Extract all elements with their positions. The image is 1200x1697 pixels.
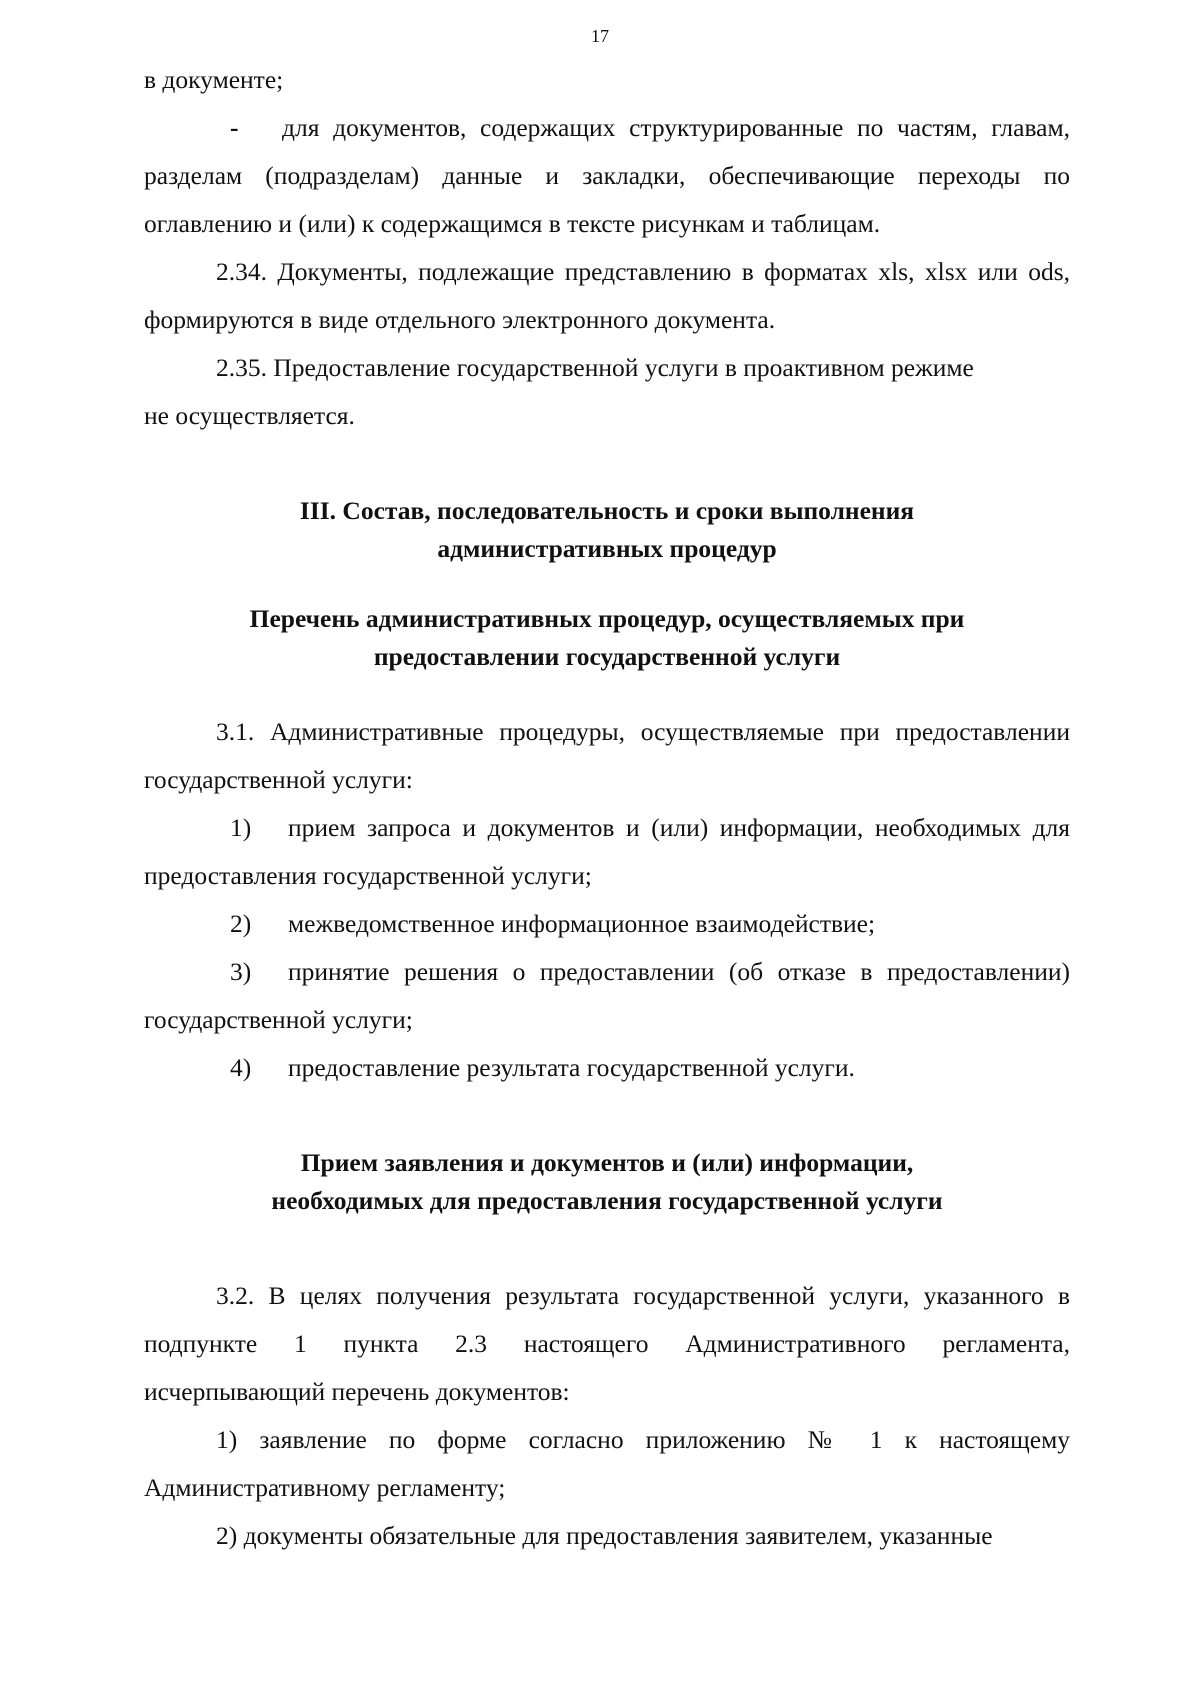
paragraph-3-2-item-2: 2) документы обязательные для предоставления заявителем, указанные: [216, 1521, 993, 1550]
list-item: [144, 804, 1070, 900]
paragraph-continuation: в документе;: [144, 65, 284, 94]
paragraph-2-35-line2: не осуществляется.: [144, 401, 355, 430]
subsection-title-line2: предоставлении государственной услуги: [373, 642, 841, 671]
page-number: 17: [591, 26, 609, 46]
paragraph-3-2-item-1: 1) заявление по форме согласно приложению № 1 к настоящему Административному регламенту;: [144, 1425, 1070, 1502]
subsection-title-line1: Перечень административных процедур, осуществляемых при: [249, 604, 965, 633]
document-body: [144, 56, 1070, 1560]
paragraph-3-1: 3.1. Административные процедуры, осуществляемые при предоставлении государственной услуги:: [144, 717, 1070, 794]
subsection-title-2: [144, 1144, 1070, 1220]
list-item-text: межведомственное информационное взаимодействие;: [288, 909, 876, 938]
dash-bullet: -: [230, 113, 239, 142]
section-title: [144, 492, 1070, 568]
list-item-number: 3): [230, 957, 252, 986]
dash-list-item: [144, 104, 1070, 248]
list-item-number: 4): [230, 1053, 252, 1082]
list-item-text: предоставление результата государственной услуги.: [288, 1053, 855, 1082]
list-item-text: принятие решения о предоставлении (об отказе в предоставлении) государственной услуги;: [144, 957, 1070, 1034]
list-item-number: 1): [230, 813, 252, 842]
list-item: [144, 900, 1070, 948]
section-title-line2: административных процедур: [437, 534, 777, 563]
section-title-line1: III. Состав, последовательность и сроки выполнения: [299, 496, 915, 525]
list-item-text: прием запроса и документов и (или) информации, необходимых для предоставления государственной услуги;: [144, 813, 1070, 890]
subsection-title: [144, 600, 1070, 676]
paragraph-2-34: 2.34. Документы, подлежащие представлению в форматах xls, xlsx или ods, формируются в виде отдельного электронного документа.: [144, 257, 1070, 334]
list-item-number: 2): [230, 909, 252, 938]
subsection-title-2-line1: Прием заявления и документов и (или) информации,: [300, 1148, 914, 1177]
subsection-title-2-line2: необходимых для предоставления государственной услуги: [271, 1186, 943, 1215]
list-item: [144, 1044, 1070, 1092]
paragraph-2-35-line1: 2.35. Предоставление государственной услуги в проактивном режиме: [216, 353, 974, 382]
list-item: [144, 948, 1070, 1044]
paragraph-3-2: 3.2. В целях получения результата государственной услуги, указанного в подпункте 1 пункта 2.3 настоящего Административного регламента, исчерпывающий перечень документов:: [144, 1281, 1070, 1406]
dash-item-text: для документов, содержащих структурированные по частям, главам, разделам (подразделам) данные и закладки, обеспечивающие переходы по оглавлению и (или) к содержащимся в тексте рисункам и таблицам.: [144, 113, 1070, 238]
